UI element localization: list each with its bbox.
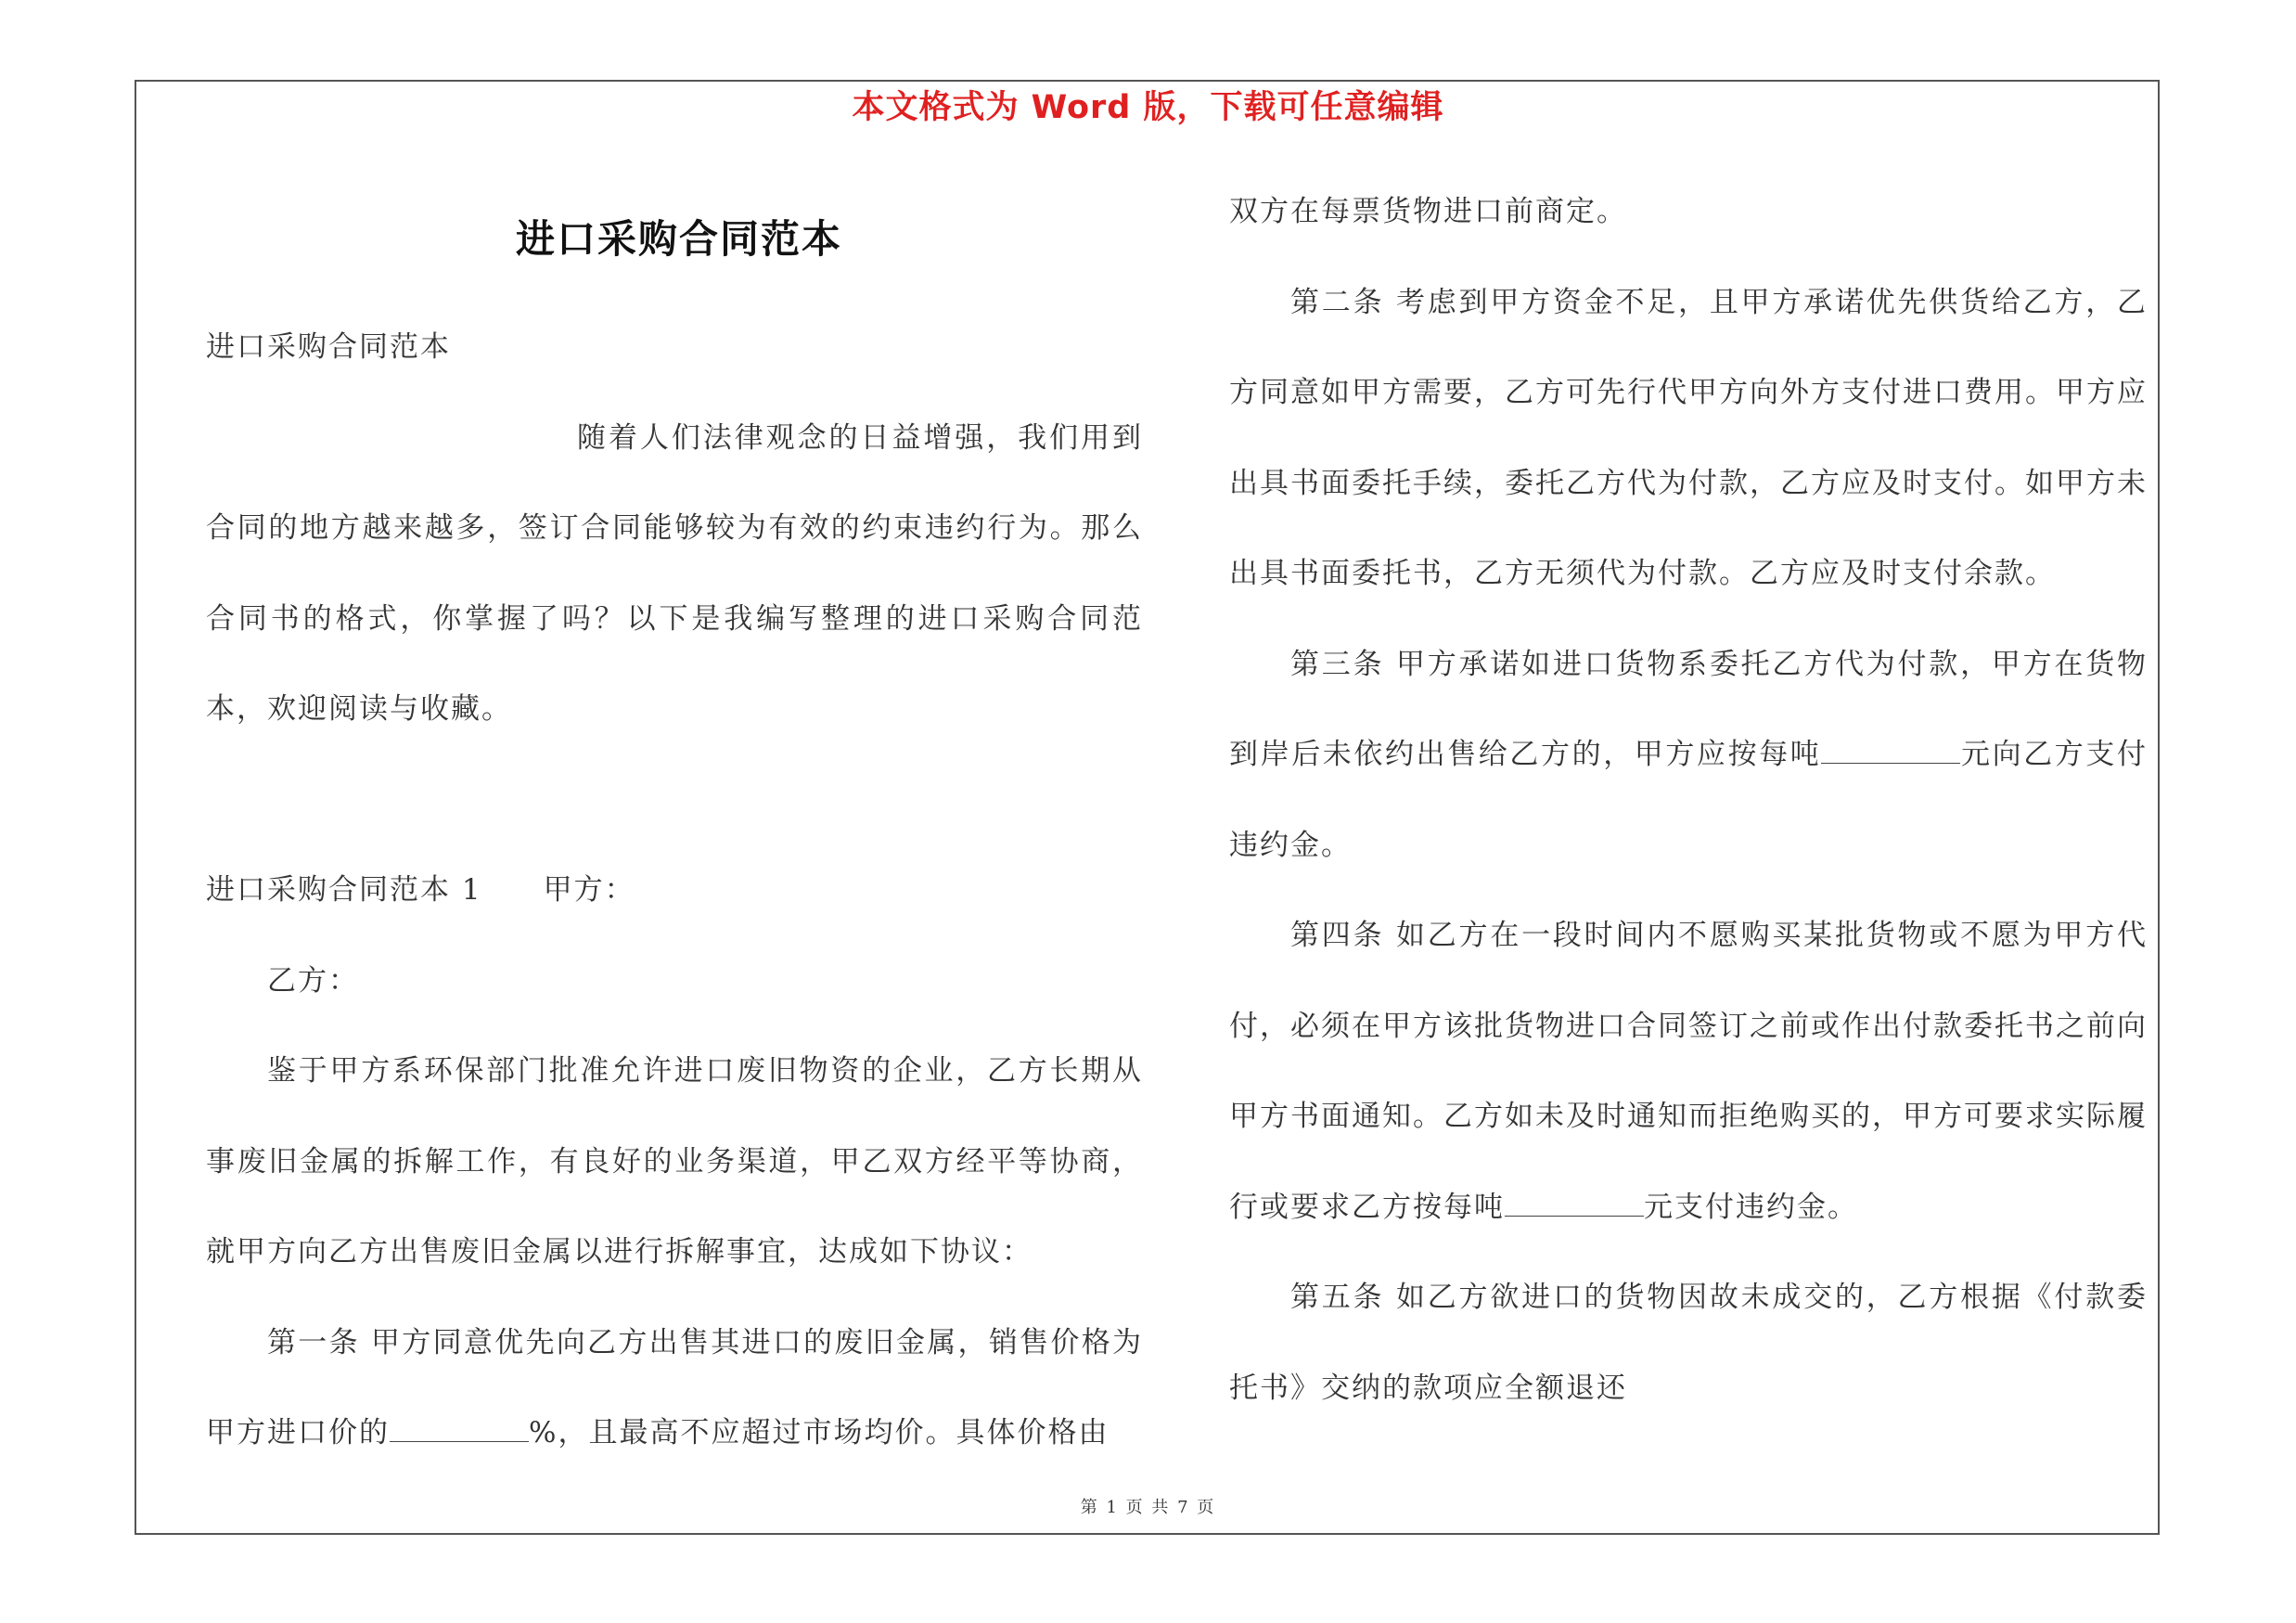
right-column	[1229, 167, 2148, 1434]
article-1-paragraph	[206, 1298, 1143, 1479]
word-format-banner: 本文格式为 Word 版，下载可任意编辑	[852, 89, 1444, 126]
party-b-label: 乙方：	[267, 963, 359, 998]
article-1-text-a: 第一条 甲方同意优先向乙方出售其进口的废旧金属，销售价格为甲方进口价的	[206, 1325, 1143, 1449]
article-2-paragraph: 第二条 考虑到甲方资金不足，且甲方承诺优先供货给乙方，乙方同意如甲方需要，乙方可先行代甲方向外方支付进口费用。甲方应出具书面委托手续，委托乙方代为付款，乙方应及时支付。如甲方未出具书面委托书，乙方无须代为付款。乙方应及时支付余款。	[1229, 285, 2148, 590]
article-5-paragraph: 第五条 如乙方欲进口的货物因故未成交的，乙方根据《付款委托书》交纳的款项应全额退还	[1229, 1281, 2148, 1405]
party-a-label: 甲方：	[543, 873, 635, 907]
section-heading-line	[206, 845, 1143, 936]
article-1-text-b: %，且最高不应超过市场均价。具体价格由	[529, 1416, 1110, 1449]
spacer	[206, 755, 1143, 846]
article-3-paragraph	[1229, 620, 2148, 892]
article-3-text-b: 元向乙方支付违约金。	[1229, 738, 2148, 862]
fill-in-blank	[1821, 735, 1960, 764]
article-4-text-b: 元支付违约金。	[1644, 1190, 1858, 1224]
subtitle: 进口采购合同范本	[206, 330, 451, 364]
section-heading: 进口采购合同范本 1	[206, 873, 482, 907]
article-4-text-a: 第四条 如乙方在一段时间内不愿购买某批货物或不愿为甲方代付，必须在甲方该批货物进口合同签订之前或作出付款委托书之前向甲方书面通知。乙方如未及时通知而拒绝购买的，甲方可要求实际履行或要求乙方按每吨	[1229, 919, 2148, 1224]
preamble-paragraph: 鉴于甲方系环保部门批准允许进口废旧物资的企业，乙方长期从事废旧金属的拆解工作，有良好的业务渠道，甲乙双方经平等协商，就甲方向乙方出售废旧金属以进行拆解事宜，达成如下协议：	[206, 1054, 1143, 1269]
intro-paragraph: 随着人们法律观念的日益增强，我们用到合同的地方越来越多，签订合同能够较为有效的约束违约行为。那么合同书的格式，你掌握了吗？以下是我编写整理的进口采购合同范本，欢迎阅读与收藏。	[206, 420, 1143, 726]
fill-in-blank	[1505, 1188, 1644, 1217]
page-footer: 第 1 页 共 7 页	[1080, 1498, 1216, 1517]
left-column	[206, 303, 1143, 1479]
article-4-paragraph	[1229, 891, 2148, 1253]
document-title: 进口采购合同范本	[515, 216, 842, 262]
continuation-line: 双方在每票货物进口前商定。	[1229, 195, 1627, 228]
fill-in-blank	[390, 1413, 529, 1442]
article-3-text-a: 第三条 甲方承诺如进口货物系委托乙方代为付款，甲方在货物到岸后未依约出售给乙方的，甲方应按每吨	[1229, 647, 2148, 771]
